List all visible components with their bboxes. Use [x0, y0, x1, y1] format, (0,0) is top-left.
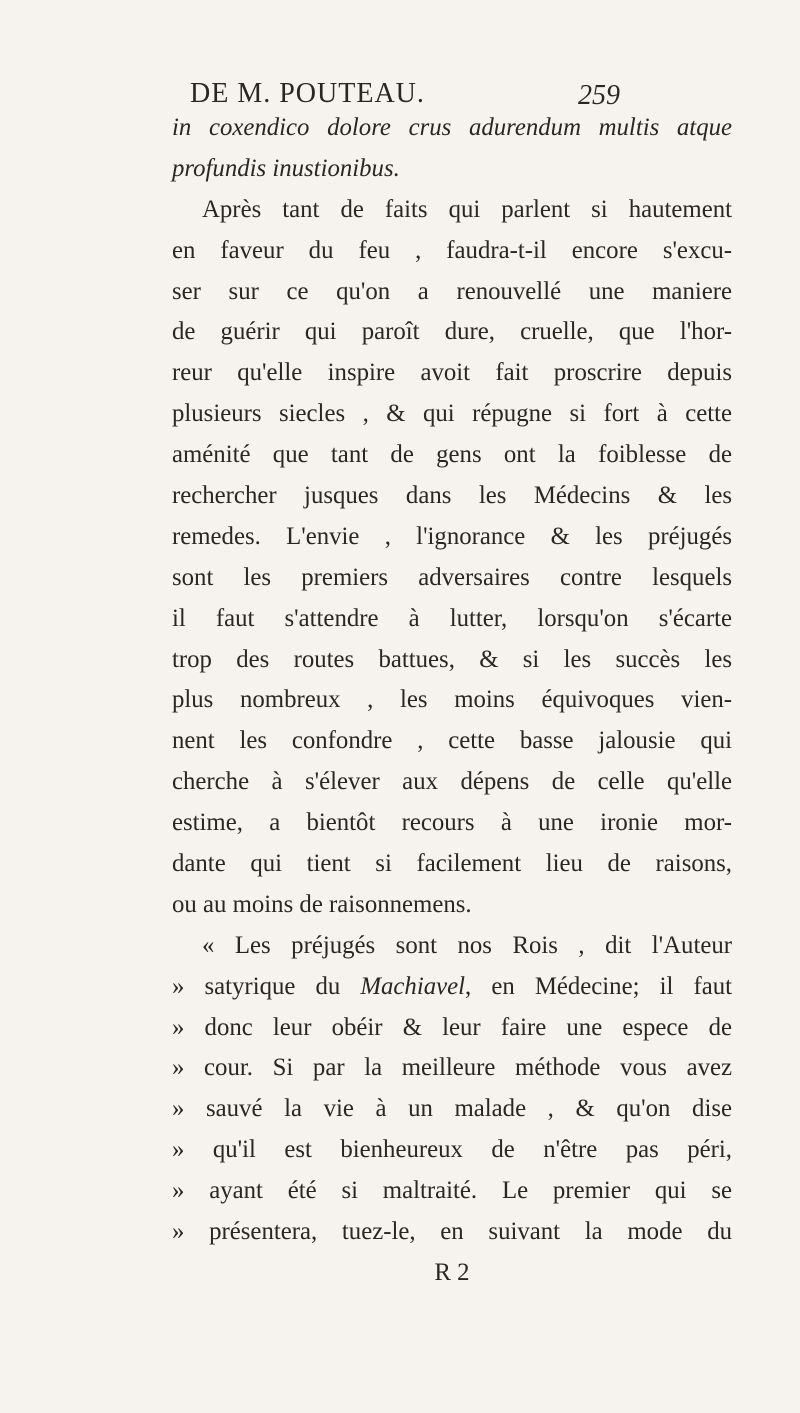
- text-line: ou au moins de raisonnemens.: [172, 890, 472, 918]
- text-line: estime, a bientôt recours à une ironie mor-: [172, 809, 732, 837]
- text-line: » donc leur obéir & leur faire une espece de: [172, 1013, 732, 1041]
- text-line: profundis inustionibus.: [172, 154, 400, 182]
- text-line: trop des routes battues, & si les succès les: [172, 645, 732, 673]
- text-line: en faveur du feu , faudra-t-il encore s'excu-: [172, 236, 732, 264]
- text-line: plusieurs siecles , & qui répugne si fort à cette: [172, 400, 732, 428]
- text-line: » satyrique du Machiavel, en Médecine; il faut: [172, 972, 732, 1000]
- text-line: remedes. L'envie , l'ignorance & les préjugés: [172, 522, 732, 550]
- text-line: Après tant de faits qui parlent si hautement: [202, 195, 732, 223]
- page-number: 259: [578, 80, 620, 111]
- text-line: dante qui tient si facilement lieu de raisons,: [172, 850, 732, 878]
- text-line: plus nombreux , les moins équivoques vien-: [172, 686, 732, 714]
- text-line: sont les premiers adversaires contre lesquels: [172, 563, 732, 591]
- text-line: » présentera, tuez-le, en suivant la mode du: [172, 1218, 732, 1246]
- text-line: » cour. Si par la meilleure méthode vous avez: [172, 1054, 732, 1082]
- italic-title: Machiavel: [360, 972, 466, 1000]
- text-line: reur qu'elle inspire avoit fait proscrire depuis: [172, 359, 732, 387]
- text-line: aménité que tant de gens ont la foiblesse de: [172, 441, 732, 469]
- running-title: DE M. POUTEAU.: [190, 78, 425, 109]
- text-line: il faut s'attendre à lutter, lorsqu'on s'écarte: [172, 604, 732, 632]
- text-line: ser sur ce qu'on a renouvellé une maniere: [172, 277, 732, 305]
- text-line: in coxendico dolore crus adurendum multis atque: [172, 114, 732, 141]
- signature-mark: R 2: [434, 1258, 470, 1286]
- text-line: de guérir qui paroît dure, cruelle, que l'hor-: [172, 318, 732, 346]
- text-line: rechercher jusques dans les Médecins & les: [172, 482, 732, 510]
- body-text: [172, 108, 732, 1294]
- text-line: » ayant été si maltraité. Le premier qui se: [172, 1177, 732, 1205]
- text-line: « Les préjugés sont nos Rois , dit l'Auteur: [202, 931, 732, 959]
- text-line: » sauvé la vie à un malade , & qu'on dise: [172, 1095, 732, 1123]
- text-line: nent les confondre , cette basse jalousie qui: [172, 727, 732, 755]
- text-line: » qu'il est bienheureux de n'être pas péri,: [172, 1136, 732, 1164]
- text-line: cherche à s'élever aux dépens de celle qu'elle: [172, 768, 732, 796]
